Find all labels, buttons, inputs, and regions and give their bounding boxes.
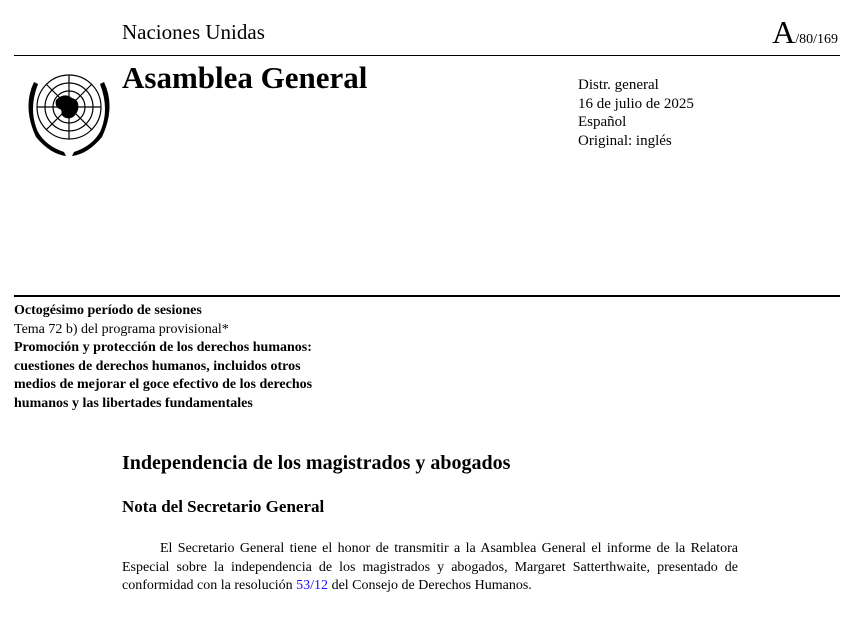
document-title: Independencia de los magistrados y abogados [122, 452, 511, 474]
resolution-link[interactable]: 53/12 [296, 578, 329, 593]
agenda-item: Tema 72 b) del programa provisional* [14, 321, 229, 337]
body-paragraph [122, 540, 738, 596]
body-title: Asamblea General [122, 60, 368, 95]
document-language: Español [578, 114, 627, 130]
distribution-block [578, 76, 694, 150]
header-rule [14, 55, 840, 56]
paragraph-text: El Secretario General tiene el honor de transmitir a la Asamblea General el informe de la Relatora Especial sobre la independencia de los magistrados y abogados, Margaret Satterthwaite, presentado de conformidad con la resolución [122, 541, 738, 593]
document-subtitle: Nota del Secretario General [122, 497, 325, 516]
agenda-title-line: medios de mejorar el goce efectivo de los derechos [14, 377, 313, 392]
agenda-title-line: Promoción y protección de los derechos humanos: [14, 340, 312, 355]
agenda-title-line: cuestiones de derechos humanos, incluidos otros [14, 358, 301, 374]
symbol-prefix: A [772, 14, 796, 50]
symbol-suffix: /80/169 [795, 32, 838, 47]
un-emblem-icon [20, 62, 118, 162]
document-date: 16 de julio de 2025 [578, 95, 694, 112]
organization-name: Naciones Unidas [122, 20, 265, 44]
agenda-title-line: humanos y las libertades fundamentales [14, 395, 253, 411]
session-name: Octogésimo período de sesiones [14, 303, 202, 318]
section-rule [14, 295, 840, 297]
distr-label: Distr. general [578, 77, 659, 93]
original-language: Original: inglés [578, 132, 672, 149]
document-symbol [772, 14, 838, 51]
agenda-block [14, 302, 312, 413]
paragraph-text-end: del Consejo de Derechos Humanos. [328, 578, 532, 593]
